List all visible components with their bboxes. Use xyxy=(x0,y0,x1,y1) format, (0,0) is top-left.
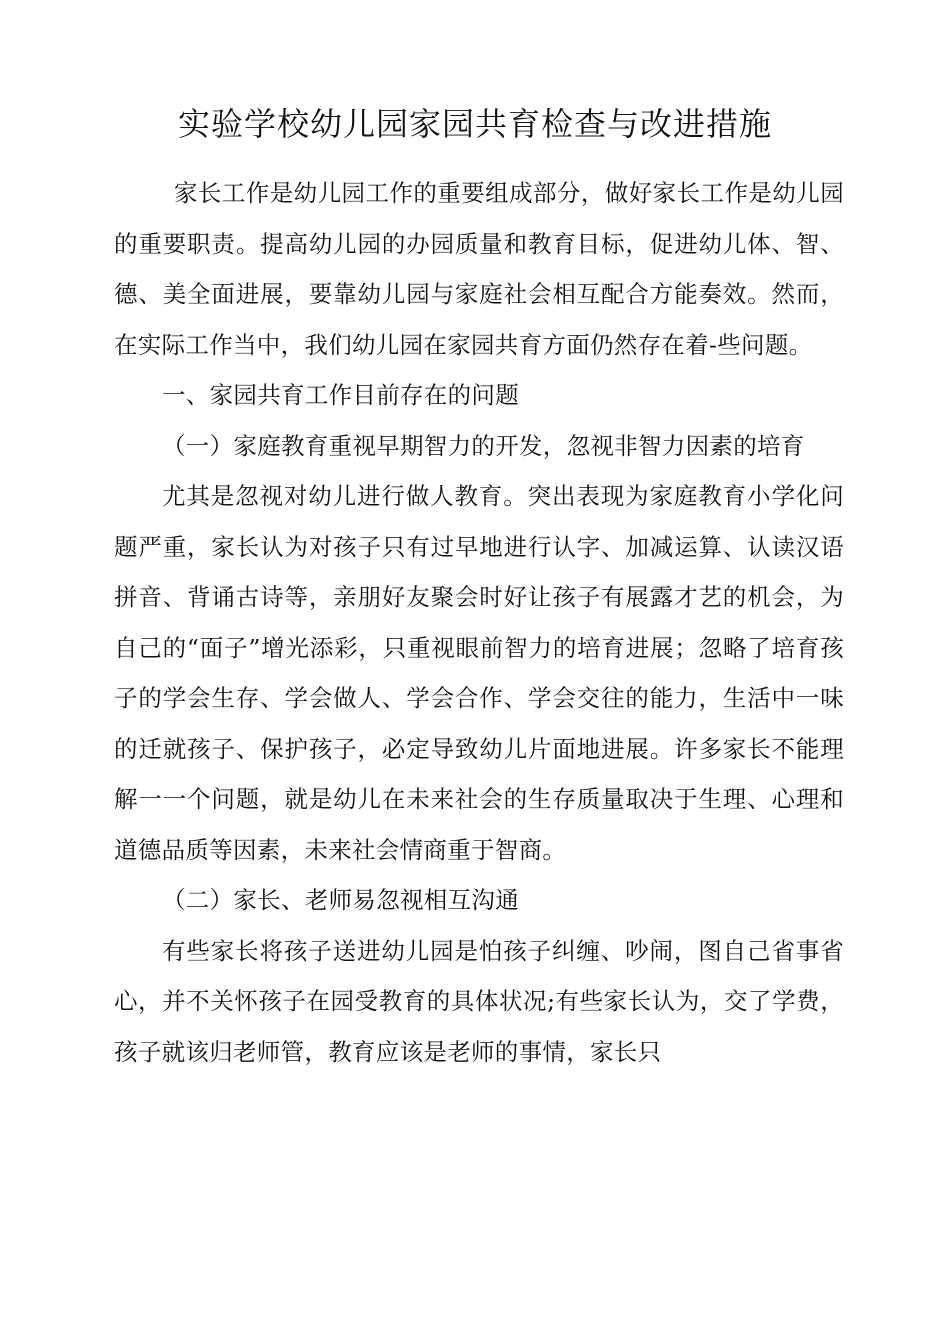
body-paragraph-1: 尤其是忽视对幼儿进行做人教育。突出表现为家庭教育小学化问题严重，家长认为对孩子只有过早地进行认字、加减运算、认读汉语拼音、背诵古诗等，亲朋好友聚会时好让孩子有展露才艺的机会，为自己的“面子”增光添彩，只重视眼前智力的培育进展；忽略了培育孩子的学会生存、学会做人、学会合作、学会交往的能力，生活中一味的迁就孩子、保护孩子，必定导致幼儿片面地进展。许多家长不能理解一一个问题，就是幼儿在未来社会的生存质量取决于生理、心理和道德品质等因素，未来社会情商重于智商。 xyxy=(114,482,844,864)
subsection-heading-2: （二）家长、老师易忽视相互沟通 xyxy=(162,886,519,914)
subsection-heading-1: （一）家庭教育重视早期智力的开发，忽视非智力因素的培育 xyxy=(162,431,805,460)
intro-paragraph: 家长工作是幼儿园工作的重要组成部分，做好家长工作是幼儿园的重要职责。提高幼儿园的办园质量和教育目标，促进幼儿体、智、德、美全面进展，要靠幼儿园与家庭社会相互配合方能奏效。然而，在实际工作当中，我们幼儿园在家园共育方面仍然存在着-些问题。 xyxy=(114,179,844,359)
document-title: 实验学校幼儿园家园共育检查与改进措施 xyxy=(177,105,772,143)
body-paragraph-2: 有些家长将孩子送进幼儿园是怕孩子纠缠、吵闹，图自己省事省心，并不关怀孩子在园受教育的具体状况;有些家长认为，交了学费，孩子就该归老师管，教育应该是老师的事情，家长只 xyxy=(114,936,844,1066)
document-body xyxy=(114,168,844,1077)
section-heading-1: 一、家园共育工作目前存在的问题 xyxy=(162,381,519,409)
